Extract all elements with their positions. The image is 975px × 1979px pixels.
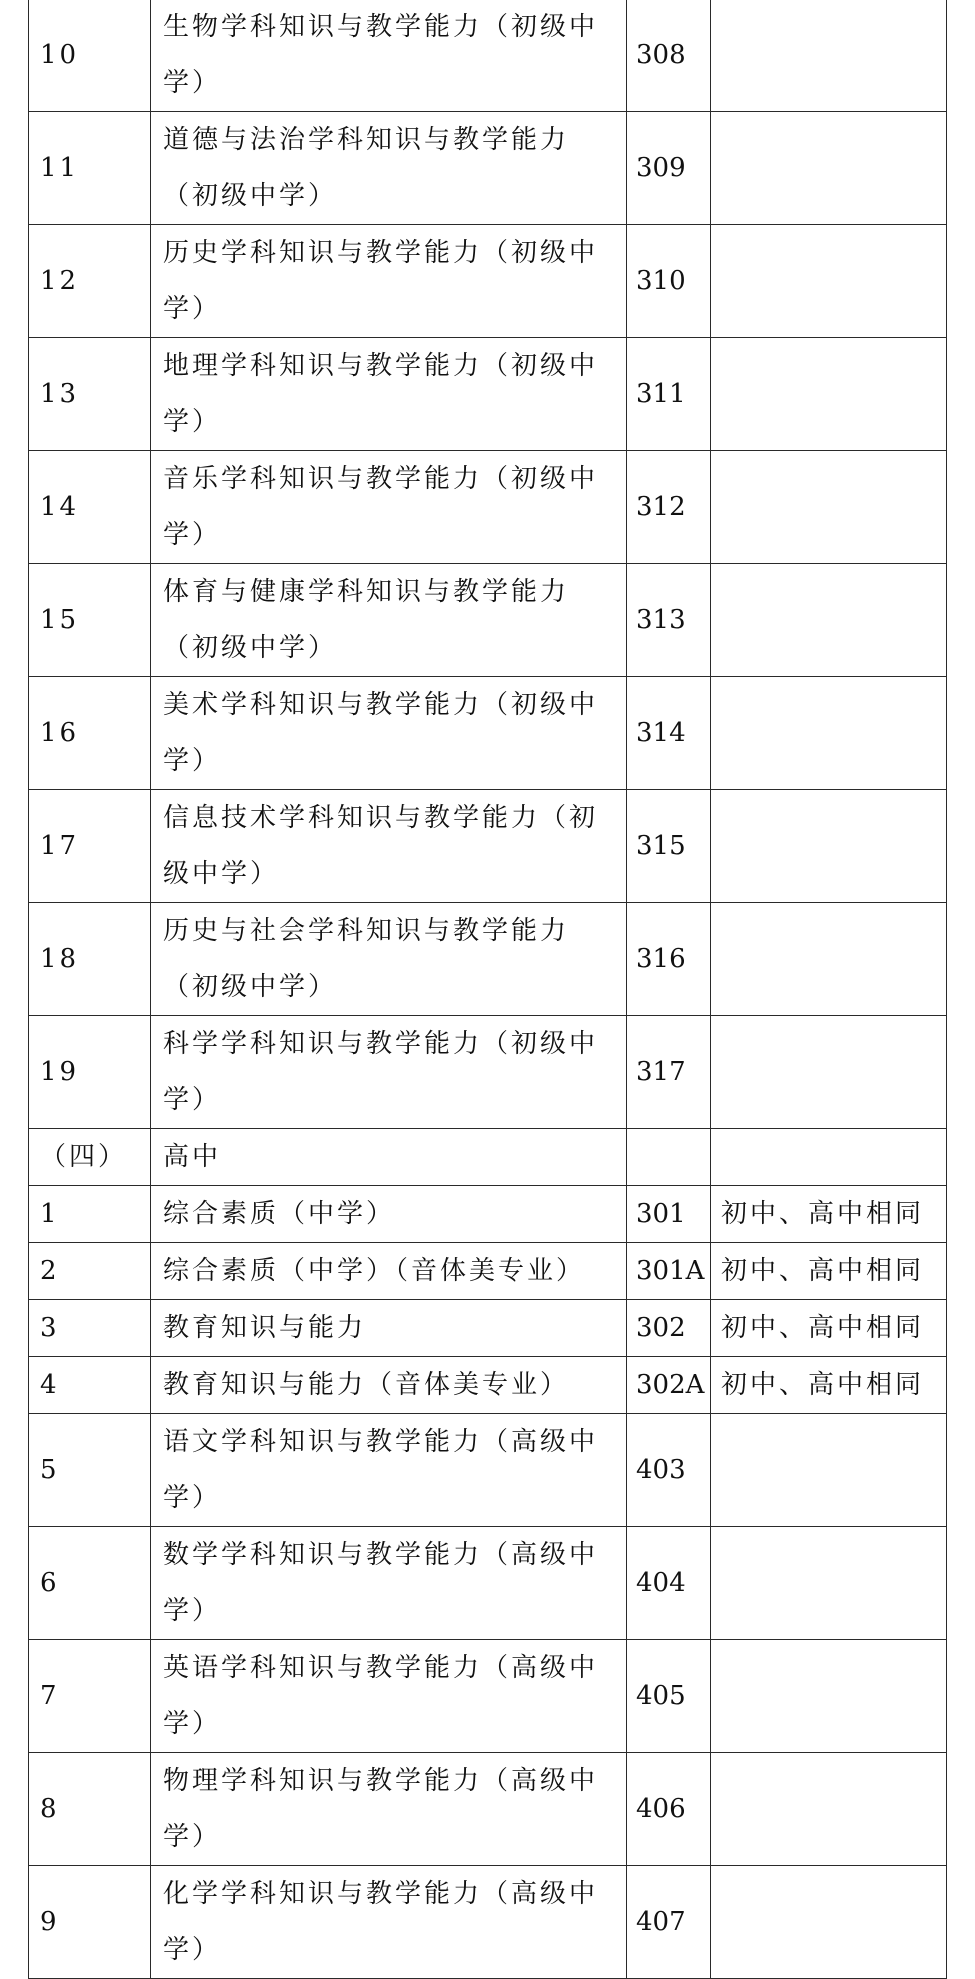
section-number: （四） [29, 1129, 151, 1186]
subject-code: 313 [627, 564, 711, 677]
table-row [29, 0, 947, 112]
subject-name: 综合素质（中学）（音体美专业） [151, 1243, 627, 1300]
table-row [29, 1753, 947, 1866]
subject-note [711, 112, 947, 225]
table-row [29, 1016, 947, 1129]
subject-name: 语文学科知识与教学能力（高级中学） [151, 1414, 627, 1527]
subject-name: 历史学科知识与教学能力（初级中学） [151, 225, 627, 338]
table-row [29, 1414, 947, 1527]
table-row [29, 1357, 947, 1414]
subject-code: 317 [627, 1016, 711, 1129]
subject-code: 316 [627, 903, 711, 1016]
table-row [29, 1866, 947, 1979]
subject-name: 地理学科知识与教学能力（初级中学） [151, 338, 627, 451]
table-row [29, 1527, 947, 1640]
subject-name: 信息技术学科知识与教学能力（初级中学） [151, 790, 627, 903]
table-row [29, 451, 947, 564]
subject-note [711, 1640, 947, 1753]
subject-note [711, 677, 947, 790]
subject-name: 美术学科知识与教学能力（初级中学） [151, 677, 627, 790]
row-number: 14 [29, 451, 151, 564]
subject-note [711, 451, 947, 564]
subject-note [711, 1129, 947, 1186]
subject-code: 314 [627, 677, 711, 790]
subject-note [711, 0, 947, 112]
exam-subject-table [28, 0, 947, 1979]
row-number: 18 [29, 903, 151, 1016]
subject-name: 数学学科知识与教学能力（高级中学） [151, 1527, 627, 1640]
subject-note [711, 1414, 947, 1527]
subject-code: 404 [627, 1527, 711, 1640]
subject-name: 物理学科知识与教学能力（高级中学） [151, 1753, 627, 1866]
subject-note [711, 903, 947, 1016]
row-number: 10 [29, 0, 151, 112]
subject-code: 315 [627, 790, 711, 903]
subject-code: 406 [627, 1753, 711, 1866]
table-row [29, 112, 947, 225]
subject-name: 生物学科知识与教学能力（初级中学） [151, 0, 627, 112]
table-row [29, 790, 947, 903]
subject-note [711, 1866, 947, 1979]
table-body [29, 0, 947, 1979]
subject-name: 教育知识与能力 [151, 1300, 627, 1357]
subject-code [627, 1129, 711, 1186]
subject-code: 405 [627, 1640, 711, 1753]
subject-note [711, 1527, 947, 1640]
subject-note: 初中、高中相同 [711, 1300, 947, 1357]
subject-code: 301A [627, 1243, 711, 1300]
row-number: 8 [29, 1753, 151, 1866]
row-number: 17 [29, 790, 151, 903]
row-number: 6 [29, 1527, 151, 1640]
table-row [29, 1300, 947, 1357]
subject-name: 道德与法治学科知识与教学能力（初级中学） [151, 112, 627, 225]
table-row [29, 903, 947, 1016]
subject-note: 初中、高中相同 [711, 1243, 947, 1300]
subject-note: 初中、高中相同 [711, 1357, 947, 1414]
section-title: 高中 [151, 1129, 627, 1186]
table-row [29, 564, 947, 677]
row-number: 11 [29, 112, 151, 225]
subject-code: 407 [627, 1866, 711, 1979]
subject-code: 301 [627, 1186, 711, 1243]
table-row [29, 1186, 947, 1243]
subject-note [711, 338, 947, 451]
subject-code: 302 [627, 1300, 711, 1357]
row-number: 2 [29, 1243, 151, 1300]
subject-code: 310 [627, 225, 711, 338]
subject-note [711, 564, 947, 677]
subject-note [711, 1753, 947, 1866]
table-row [29, 677, 947, 790]
subject-note [711, 1016, 947, 1129]
subject-name: 体育与健康学科知识与教学能力（初级中学） [151, 564, 627, 677]
table-row [29, 1640, 947, 1753]
subject-name: 历史与社会学科知识与教学能力（初级中学） [151, 903, 627, 1016]
row-number: 1 [29, 1186, 151, 1243]
row-number: 5 [29, 1414, 151, 1527]
row-number: 19 [29, 1016, 151, 1129]
subject-note [711, 225, 947, 338]
subject-note: 初中、高中相同 [711, 1186, 947, 1243]
subject-code: 311 [627, 338, 711, 451]
row-number: 13 [29, 338, 151, 451]
subject-name: 科学学科知识与教学能力（初级中学） [151, 1016, 627, 1129]
row-number: 15 [29, 564, 151, 677]
table-row [29, 1243, 947, 1300]
subject-name: 综合素质（中学） [151, 1186, 627, 1243]
row-number: 7 [29, 1640, 151, 1753]
table-row [29, 338, 947, 451]
subject-code: 302A [627, 1357, 711, 1414]
subject-name: 音乐学科知识与教学能力（初级中学） [151, 451, 627, 564]
section-header-row [29, 1129, 947, 1186]
subject-code: 403 [627, 1414, 711, 1527]
subject-name: 化学学科知识与教学能力（高级中学） [151, 1866, 627, 1979]
row-number: 12 [29, 225, 151, 338]
row-number: 9 [29, 1866, 151, 1979]
subject-note [711, 790, 947, 903]
subject-code: 312 [627, 451, 711, 564]
row-number: 3 [29, 1300, 151, 1357]
subject-code: 308 [627, 0, 711, 112]
subject-name: 英语学科知识与教学能力（高级中学） [151, 1640, 627, 1753]
subject-code: 309 [627, 112, 711, 225]
table-row [29, 225, 947, 338]
row-number: 16 [29, 677, 151, 790]
subject-name: 教育知识与能力（音体美专业） [151, 1357, 627, 1414]
row-number: 4 [29, 1357, 151, 1414]
